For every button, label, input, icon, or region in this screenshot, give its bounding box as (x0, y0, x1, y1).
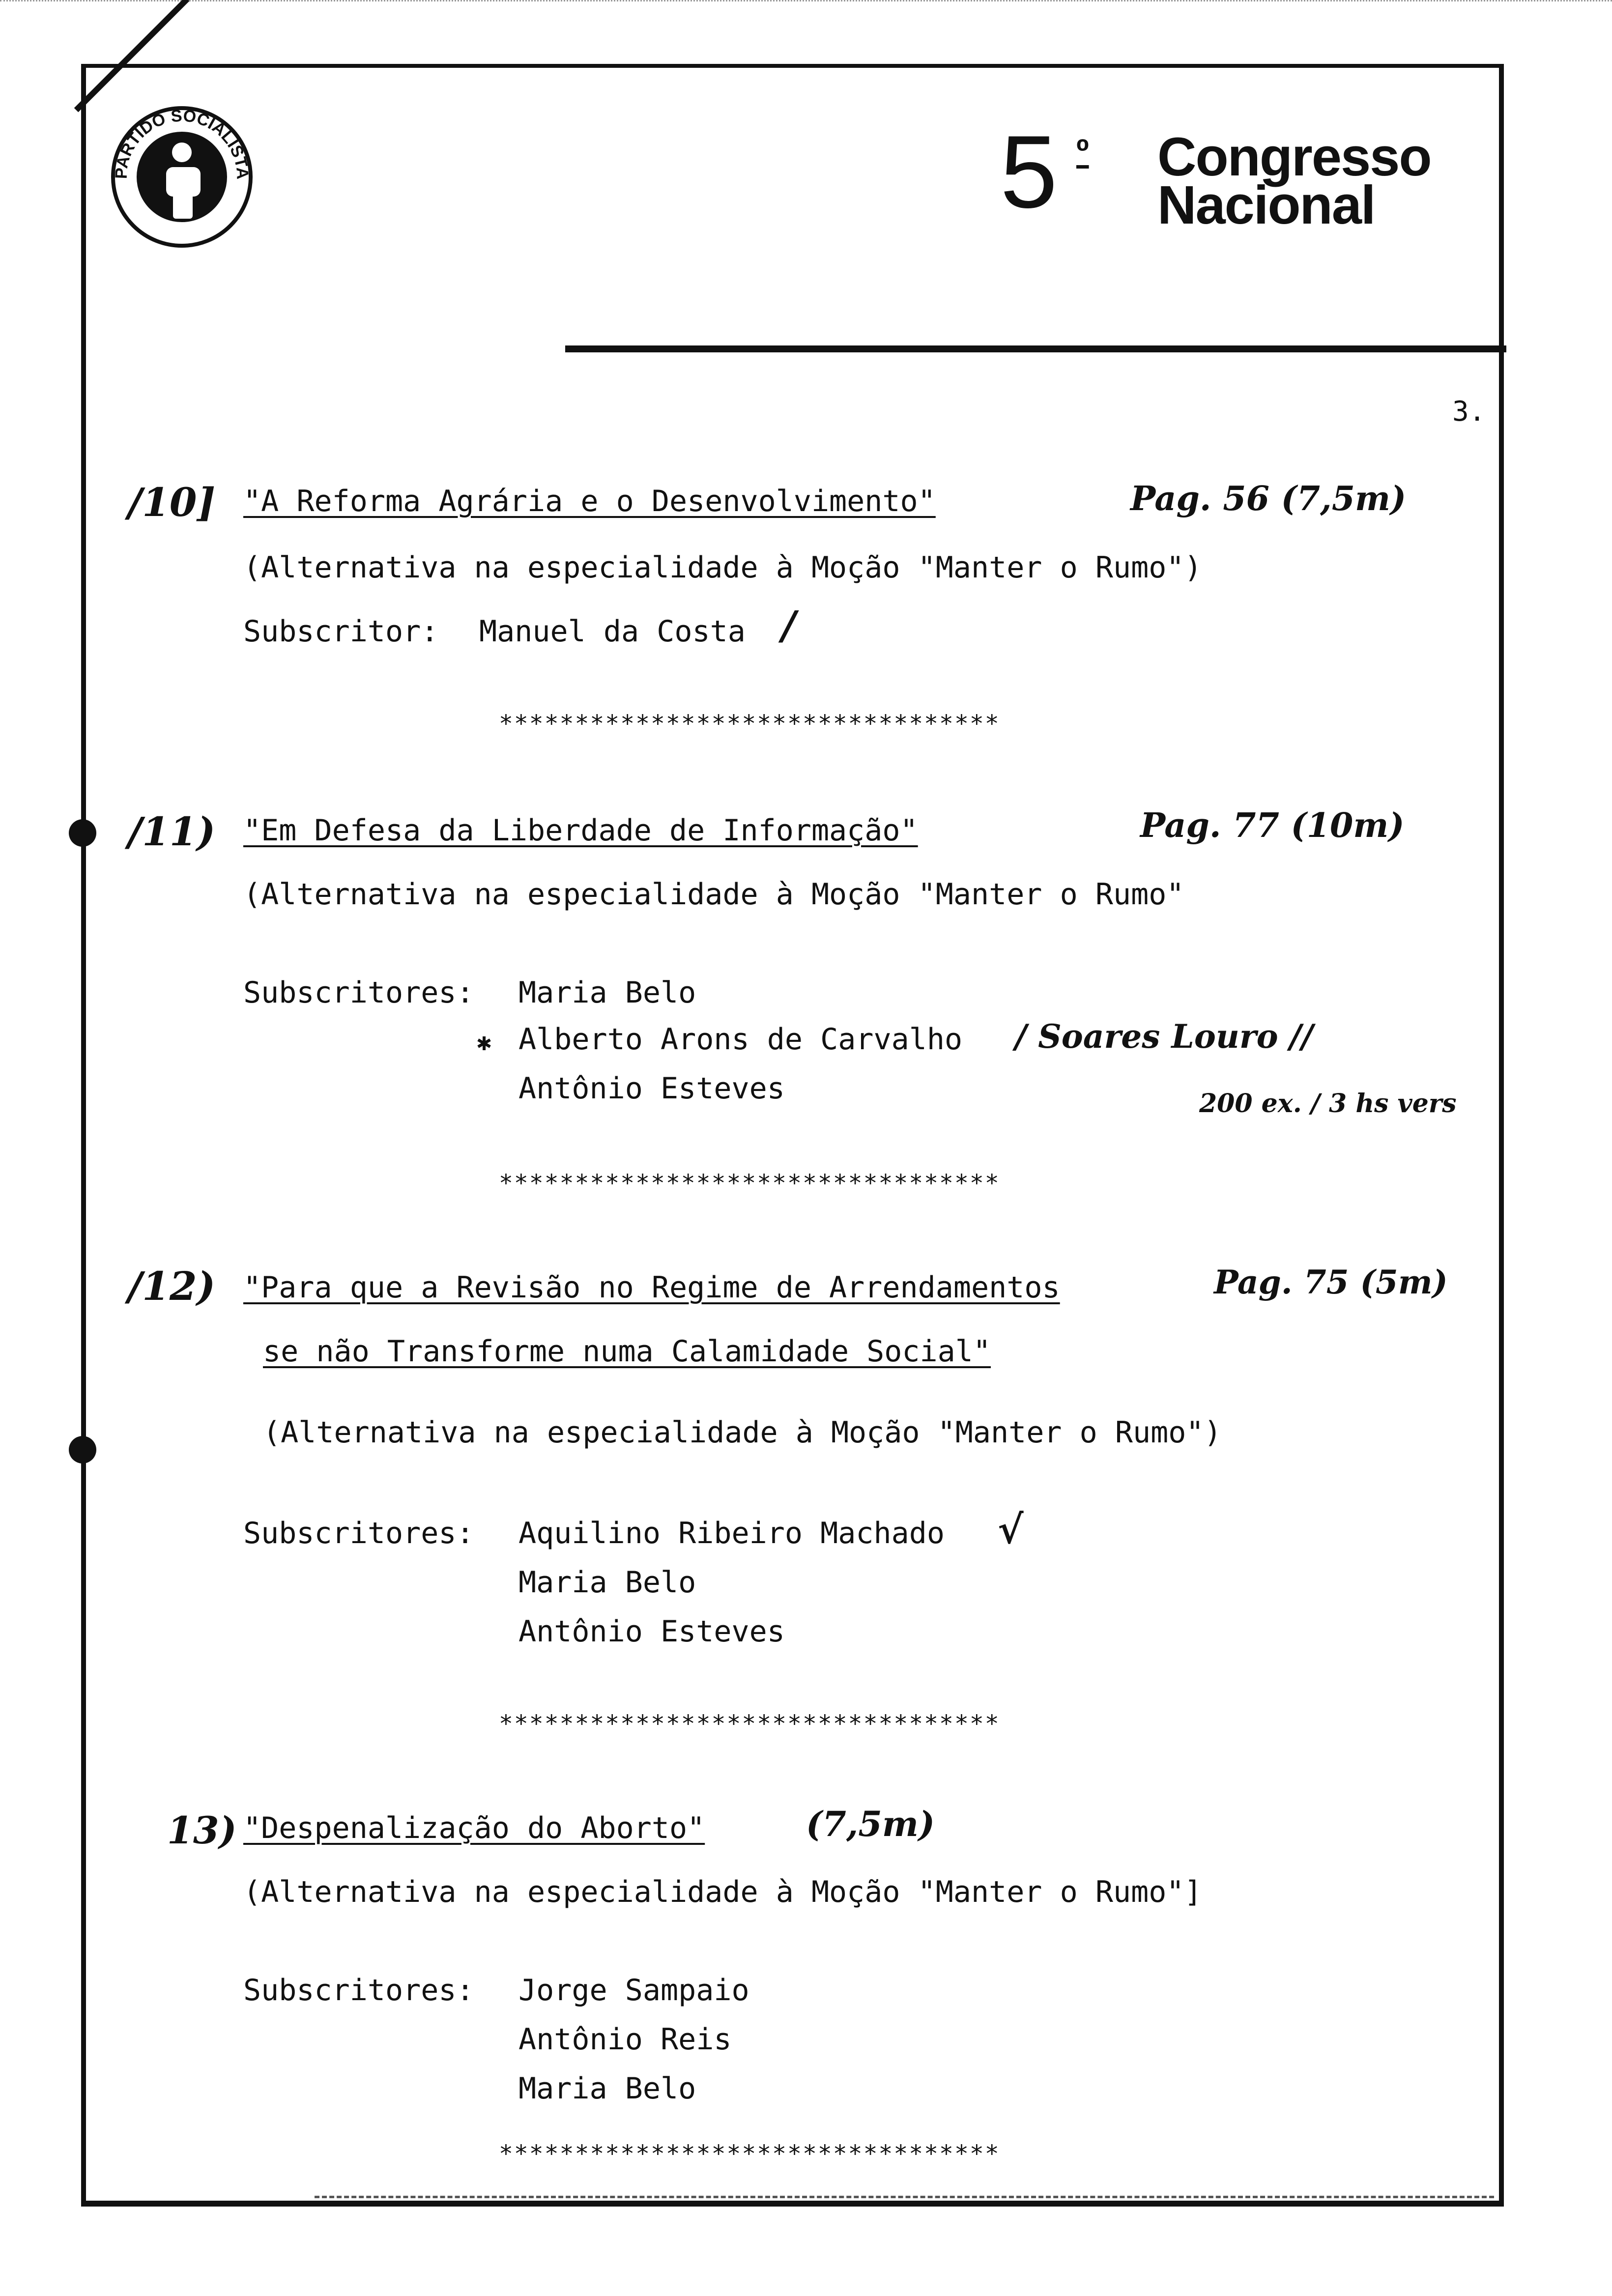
handwritten-page-note: Pag. 77 (10m) (1140, 806, 1405, 845)
handwritten-note: / Soares Louro // (1015, 1017, 1313, 1056)
motion-alternative: (Alternativa na especialidade à Moção "Manter o Rumo" (243, 877, 1184, 912)
handwritten-check-mark: √ (998, 1506, 1024, 1552)
subscriber-label: Subscritores: (243, 1516, 474, 1550)
handwritten-note: 200 ex. / 3 hs vers (1199, 1089, 1457, 1119)
item-number-mark: /12) (128, 1263, 216, 1309)
corner-hand-stroke (74, 0, 190, 112)
top-scan-edge (0, 0, 1612, 4)
handwritten-check-mark: / (781, 602, 796, 648)
logo-text: PARTIDO SOCIALISTA (112, 106, 252, 180)
item-number-mark: /10] (128, 479, 216, 525)
handwritten-page-note: Pag. 56 (7,5m) (1130, 479, 1407, 518)
congress-word-2: Nacional (1157, 175, 1375, 235)
bottom-scan-edge (315, 2196, 1494, 2198)
subscriber-name: Manuel da Costa (479, 614, 746, 649)
party-logo (108, 103, 256, 251)
subscriber-name: Aquilino Ribeiro Machado (518, 1516, 945, 1550)
motion-title-line-1: "Para que a Revisão no Regime de Arrendamentos (243, 1270, 1060, 1305)
motion-title: "A Reforma Agrária e o Desenvolvimento" (243, 484, 936, 518)
motion-title: "Em Defesa da Liberdade de Informação" (243, 813, 918, 848)
motion-title: "Despenalização do Aborto" (243, 1811, 705, 1845)
subscriber-name: Antônio Esteves (518, 1614, 785, 1649)
subscriber-name: Antônio Esteves (518, 1071, 785, 1106)
subscriber-name: Maria Belo (518, 2071, 696, 2106)
subscriber-name: Maria Belo (518, 976, 696, 1010)
asterisk-mark: ✱ (477, 1028, 492, 1056)
subscriber-label: Subscritores: (243, 976, 474, 1010)
separator: ********************************* (499, 1710, 1000, 1738)
separator: ********************************* (499, 710, 1000, 738)
subscriber-label: Subscritores: (243, 1973, 474, 2008)
punch-hole (69, 1436, 96, 1464)
subscriber-name: Maria Belo (518, 1565, 696, 1600)
congress-number: 5 (1000, 114, 1058, 230)
handwritten-page-note: (7,5m) (806, 1804, 935, 1844)
congress-ordinal: º (1076, 132, 1089, 171)
punch-hole (69, 819, 96, 847)
page-number: 3. (1452, 396, 1486, 428)
subscriber-name: Antônio Reis (518, 2022, 732, 2057)
motion-alternative: (Alternativa na especialidade à Moção "Manter o Rumo") (243, 550, 1202, 585)
congress-word-1: Congresso (1157, 127, 1431, 187)
separator: ********************************* (499, 2140, 1000, 2168)
header-rule (565, 345, 1506, 352)
separator: ********************************* (499, 1170, 1000, 1197)
motion-alternative: (Alternativa na especialidade à Moção "Manter o Rumo") (263, 1415, 1222, 1450)
subscriber-label: Subscritor: (243, 614, 439, 649)
item-number-mark: 13) (167, 1808, 237, 1852)
handwritten-page-note: Pag. 75 (5m) (1214, 1263, 1448, 1301)
subscriber-name: Jorge Sampaio (518, 1973, 749, 2008)
motion-alternative: (Alternativa na especialidade à Moção "Manter o Rumo"] (243, 1875, 1202, 1909)
subscriber-name: Alberto Arons de Carvalho (518, 1022, 963, 1057)
motion-title-line-2: se não Transforme numa Calamidade Social" (263, 1334, 991, 1369)
item-number-mark: /11) (128, 808, 216, 855)
